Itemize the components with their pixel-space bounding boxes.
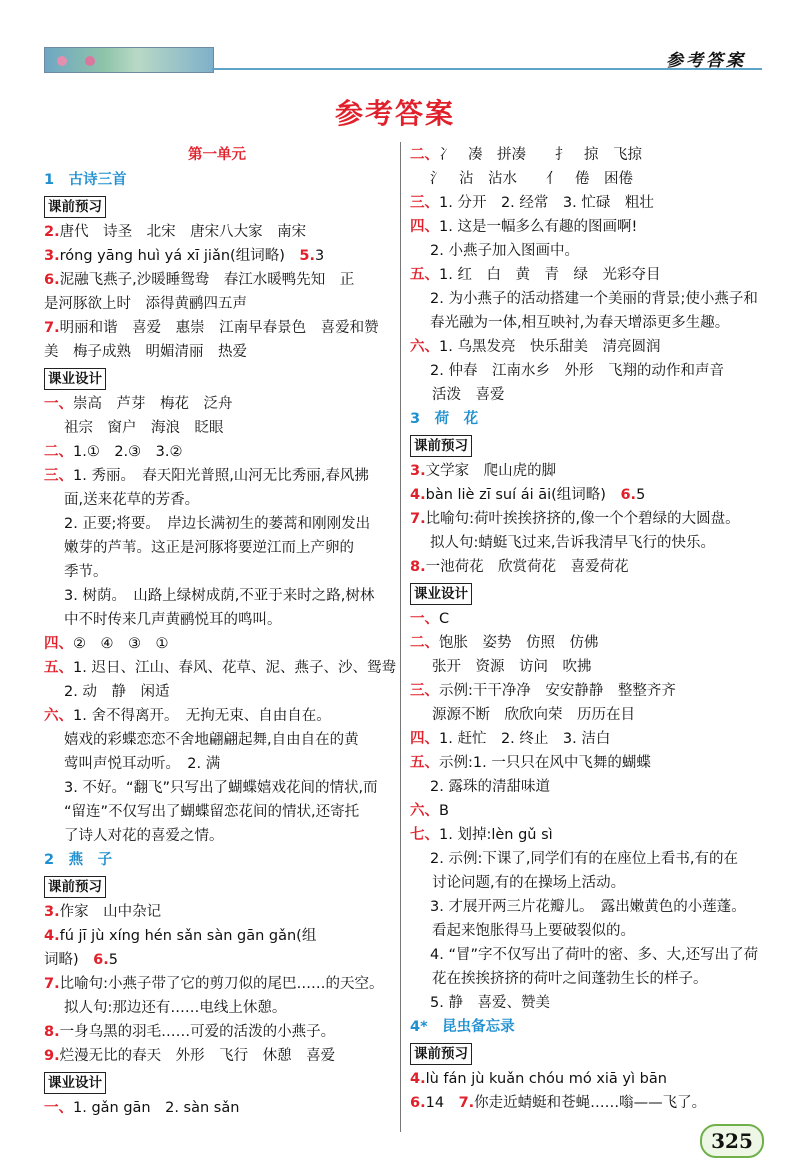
answer-text: 2. 示例:下课了,同学们有的在座位上看书,有的在 bbox=[430, 851, 739, 867]
answer-line bbox=[410, 1067, 760, 1091]
answer-line bbox=[410, 215, 760, 239]
answer-line bbox=[44, 1096, 390, 1120]
answer-line bbox=[410, 531, 760, 555]
answer-line bbox=[44, 244, 390, 268]
answer-line bbox=[410, 263, 760, 287]
question-number: 8. bbox=[44, 1024, 60, 1040]
answer-text: 2. 正要;将要。 岸边长满初生的蒌蒿和刚刚发出 bbox=[64, 516, 371, 532]
answer-text: 4. “冒”字不仅写出了荷叶的密、多、大,还写出了荷 bbox=[430, 947, 759, 963]
answer-text: 拟人句:那边还有……电线上休憩。 bbox=[64, 1000, 287, 1016]
column-divider bbox=[400, 142, 401, 1132]
question-number: 7. bbox=[44, 976, 60, 992]
answer-text: 美 梅子成熟 明媚清丽 热爱 bbox=[44, 344, 247, 360]
question-number: 9. bbox=[44, 1048, 60, 1064]
answer-line bbox=[44, 440, 390, 464]
answer-text: 季节。 bbox=[64, 564, 108, 580]
question-number: 6. bbox=[93, 952, 109, 968]
answer-text: 源源不断 欣欣向荣 历历在目 bbox=[432, 707, 635, 723]
question-number: 一、 bbox=[410, 611, 439, 627]
section-tag-preview: 课前预习 bbox=[44, 876, 106, 898]
answer-list bbox=[44, 392, 396, 848]
question-number: 4. bbox=[44, 928, 60, 944]
answer-text: lù fán jù kuǎn chóu mó xiā yì bān bbox=[425, 1071, 667, 1087]
question-number: 三、 bbox=[410, 683, 439, 699]
answer-text: 泥融飞燕子,沙暖睡鸳鸯 春江水暖鸭先知 正 bbox=[59, 272, 355, 288]
answer-text: fú jī jù xíng hén sǎn sàn gān gǎn(组 bbox=[59, 928, 317, 944]
answer-line bbox=[410, 335, 760, 359]
answer-line bbox=[44, 800, 390, 824]
answer-line bbox=[44, 996, 390, 1020]
answer-text: bàn liè zī suí ái āi(组词略) bbox=[425, 487, 606, 503]
answer-line bbox=[410, 607, 760, 631]
lotus-icon bbox=[85, 56, 95, 66]
section-tag-design: 课业设计 bbox=[44, 368, 106, 390]
answer-text: 1. 迟日、江山、春风、花草、泥、燕子、沙、鸳鸯 bbox=[73, 660, 396, 676]
answer-text: 祖宗 窗户 海浪 眨眼 bbox=[64, 420, 224, 436]
question-number: 5. bbox=[299, 248, 315, 264]
answer-line bbox=[44, 1044, 390, 1068]
question-number: 7. bbox=[410, 511, 426, 527]
answer-line bbox=[44, 656, 396, 680]
answer-text: 看起来饱胀得马上要破裂似的。 bbox=[432, 923, 635, 939]
answer-line bbox=[410, 555, 760, 579]
answer-line bbox=[44, 608, 390, 632]
answer-text: 示例:干干净净 安安静静 整整齐齐 bbox=[439, 683, 676, 699]
answer-line bbox=[44, 292, 390, 316]
answer-line bbox=[410, 287, 760, 311]
answer-text: “留连”不仅写出了蝴蝶留恋花间的情状,还寄托 bbox=[64, 804, 360, 820]
question-number: 3. bbox=[44, 248, 60, 264]
question-number: 6. bbox=[44, 272, 60, 288]
answer-text: 一池荷花 欣赏荷花 喜爱荷花 bbox=[425, 559, 629, 575]
answer-line bbox=[44, 752, 390, 776]
answer-line bbox=[44, 924, 390, 948]
question-number: 七、 bbox=[410, 827, 439, 843]
answer-text: 词略) bbox=[44, 952, 79, 968]
answer-text: 1. 乌黑发亮 快乐甜美 清亮圆润 bbox=[439, 339, 661, 355]
question-number: 二、 bbox=[410, 635, 439, 651]
answer-text: 2. 小燕子加入图画中。 bbox=[430, 243, 579, 259]
question-number: 3. bbox=[410, 463, 426, 479]
question-number: 8. bbox=[410, 559, 426, 575]
answer-line bbox=[44, 632, 390, 656]
answer-line bbox=[44, 316, 390, 340]
question-number: 7. bbox=[44, 320, 60, 336]
answer-text: 1. 赶忙 2. 终止 3. 洁白 bbox=[439, 731, 611, 747]
answer-line bbox=[410, 311, 760, 335]
section-tag-preview: 课前预习 bbox=[410, 435, 472, 457]
question-number: 四、 bbox=[44, 636, 73, 652]
answer-line bbox=[410, 631, 760, 655]
answer-line bbox=[410, 943, 760, 967]
answer-line bbox=[44, 824, 390, 848]
answer-line bbox=[410, 167, 760, 191]
answer-line bbox=[44, 680, 390, 704]
answer-line bbox=[410, 483, 760, 507]
answer-line bbox=[44, 488, 390, 512]
answer-line bbox=[44, 416, 390, 440]
answer-text: 嬉戏的彩蝶恋恋不舍地翩翩起舞,自由自在的黄 bbox=[64, 732, 359, 748]
answer-text: 唐代 诗圣 北宋 唐宋八大家 南宋 bbox=[59, 224, 307, 240]
page-title: 参考答案 bbox=[334, 97, 455, 130]
answer-line bbox=[410, 775, 760, 799]
question-number: 五、 bbox=[44, 660, 73, 676]
answer-line bbox=[410, 143, 760, 167]
answer-text: 3. 才展开两三片花瓣儿。 露出嫩黄色的小莲蓬。 bbox=[430, 899, 746, 915]
answer-text: 了诗人对花的喜爱之情。 bbox=[64, 828, 224, 844]
answer-line bbox=[410, 383, 760, 407]
answer-text: ② ④ ③ ① bbox=[73, 636, 169, 652]
answer-line bbox=[410, 679, 760, 703]
question-number: 六、 bbox=[410, 339, 439, 355]
question-number: 六、 bbox=[410, 803, 439, 819]
answer-line bbox=[410, 655, 760, 679]
answer-text: 拟人句:蜻蜓飞过来,告诉我清早飞行的快乐。 bbox=[430, 535, 715, 551]
answer-list bbox=[410, 459, 760, 579]
answer-text: B bbox=[439, 803, 449, 819]
header-label: 参考答案 bbox=[666, 51, 746, 71]
answer-list bbox=[44, 900, 390, 1068]
answer-line bbox=[44, 972, 390, 996]
answer-text: 面,送来花草的芳香。 bbox=[64, 492, 200, 508]
answer-text: 1. gǎn gān 2. sàn sǎn bbox=[73, 1100, 240, 1116]
answer-text: 一身乌黑的羽毛……可爱的活泼的小燕子。 bbox=[59, 1024, 336, 1040]
answer-line bbox=[44, 728, 390, 752]
answer-list bbox=[410, 607, 760, 1015]
unit-title: 第一单元 bbox=[188, 147, 246, 163]
answer-text: 1. 这是一幅多么有趣的图画啊! bbox=[439, 219, 638, 235]
question-number: 二、 bbox=[44, 444, 73, 460]
answer-line bbox=[410, 239, 760, 263]
answer-line bbox=[410, 751, 760, 775]
answer-text: 崇高 芦芽 梅花 泛舟 bbox=[73, 396, 233, 412]
question-number: 4. bbox=[410, 487, 426, 503]
answer-line bbox=[44, 560, 390, 584]
answer-text: 春光融为一体,相互映衬,为春天增添更多生趣。 bbox=[430, 315, 730, 331]
answer-text: 中不时传来几声黄鹂悦耳的鸣叫。 bbox=[64, 612, 282, 628]
answer-line bbox=[410, 823, 760, 847]
answer-text: 饱胀 姿势 仿照 仿佛 bbox=[439, 635, 599, 651]
answer-text: 冫 凑 拼凑 扌 掠 飞掠 bbox=[439, 147, 642, 163]
answer-line bbox=[410, 703, 760, 727]
answer-line bbox=[410, 895, 760, 919]
question-number: 6. bbox=[620, 487, 637, 503]
question-number: 一、 bbox=[44, 396, 73, 412]
answer-text: 活泼 喜爱 bbox=[432, 387, 505, 403]
answer-text: 氵 沾 沾水 亻 倦 困倦 bbox=[430, 171, 633, 187]
answer-text: 烂漫无比的春天 外形 飞行 休憩 喜爱 bbox=[59, 1048, 336, 1064]
answer-line bbox=[410, 991, 760, 1015]
answer-text: 讨论问题,有的在操场上活动。 bbox=[432, 875, 626, 891]
lesson-title: 4* 昆虫备忘录 bbox=[410, 1019, 515, 1035]
answer-line bbox=[44, 392, 390, 416]
answer-line bbox=[410, 191, 760, 215]
answer-line bbox=[410, 727, 760, 751]
answer-line bbox=[44, 464, 390, 488]
answer-text: C bbox=[439, 611, 450, 627]
lesson-title: 2 燕 子 bbox=[44, 852, 113, 868]
answer-text: 莺叫声悦耳动听。 2. 满 bbox=[64, 756, 221, 772]
question-number: 三、 bbox=[44, 468, 73, 484]
answer-text: 2. 为小燕子的活动搭建一个美丽的背景;使小燕子和 bbox=[430, 291, 758, 307]
answer-text: 文学家 爬山虎的脚 bbox=[425, 463, 557, 479]
section-tag-preview: 课前预习 bbox=[410, 1043, 472, 1065]
answer-line bbox=[44, 948, 390, 972]
question-number: 四、 bbox=[410, 219, 439, 235]
answer-text: 你走近蜻蜓和苍蝇……嗡——飞了。 bbox=[474, 1095, 707, 1111]
answer-text: 明丽和谐 喜爱 惠崇 江南早春景色 喜爱和赞 bbox=[59, 320, 379, 336]
question-number: 一、 bbox=[44, 1100, 73, 1116]
answer-text: 5 bbox=[636, 487, 646, 503]
answer-text: 14 bbox=[425, 1095, 445, 1111]
answer-text: 嫩芽的芦苇。这正是河豚将要逆江而上产卵的 bbox=[64, 540, 354, 556]
answer-line bbox=[44, 704, 390, 728]
answer-line bbox=[410, 871, 760, 895]
page-number: 325 bbox=[700, 1124, 764, 1158]
answer-text: 示例:1. 一只只在风中飞舞的蝴蝶 bbox=[439, 755, 651, 771]
left-column bbox=[44, 143, 396, 1120]
answer-text: 2. 仲春 江南水乡 外形 飞翔的动作和声音 bbox=[430, 363, 724, 379]
answer-text: 是河豚欲上时 添得黄鹂四五声 bbox=[44, 296, 247, 312]
answer-text: 1. 舍不得离开。 无拘无束、自由自在。 bbox=[73, 708, 331, 724]
answer-line bbox=[44, 340, 390, 364]
answer-text: 5. 静 喜爱、赞美 bbox=[430, 995, 550, 1011]
section-tag-design: 课业设计 bbox=[410, 583, 472, 605]
answer-text: 比喻句:荷叶挨挨挤挤的,像一个个碧绿的大圆盘。 bbox=[425, 511, 740, 527]
answer-text: 花在挨挨挤挤的荷叶之间蓬勃生长的样子。 bbox=[432, 971, 708, 987]
lesson-title: 3 荷 花 bbox=[410, 411, 479, 427]
right-column bbox=[410, 143, 760, 1115]
question-number: 二、 bbox=[410, 147, 439, 163]
question-number: 四、 bbox=[410, 731, 439, 747]
answer-line bbox=[410, 1091, 760, 1115]
answer-line bbox=[44, 268, 390, 292]
answer-line bbox=[44, 776, 390, 800]
answer-list bbox=[44, 220, 390, 364]
answer-text: 2. 露珠的清甜味道 bbox=[430, 779, 550, 795]
answer-text: 作家 山中杂记 bbox=[59, 904, 162, 920]
question-number: 五、 bbox=[410, 267, 439, 283]
section-tag-design: 课业设计 bbox=[44, 1072, 106, 1094]
answer-text: 1.① 2.③ 3.② bbox=[73, 444, 183, 460]
answer-list bbox=[410, 1067, 760, 1115]
answer-line bbox=[410, 919, 760, 943]
answer-line bbox=[44, 536, 390, 560]
answer-line bbox=[410, 967, 760, 991]
answer-text: róng yāng huì yá xī jiǎn(组词略) bbox=[59, 248, 285, 264]
question-number: 三、 bbox=[410, 195, 439, 211]
answer-line bbox=[410, 847, 760, 871]
answer-text: 5 bbox=[108, 952, 119, 968]
lesson-title: 1 古诗三首 bbox=[44, 172, 127, 188]
answer-line bbox=[410, 507, 760, 531]
answer-line bbox=[410, 459, 760, 483]
question-number: 6. bbox=[410, 1095, 426, 1111]
answer-list bbox=[44, 1096, 390, 1120]
answer-text: 1. 分开 2. 经常 3. 忙碌 粗壮 bbox=[439, 195, 654, 211]
section-tag-preview: 课前预习 bbox=[44, 196, 106, 218]
answer-line bbox=[410, 799, 760, 823]
answer-line bbox=[44, 512, 390, 536]
question-number: 4. bbox=[410, 1071, 426, 1087]
lotus-icon bbox=[57, 56, 67, 66]
answer-text: 1. 红 白 黄 青 绿 光彩夺目 bbox=[439, 267, 661, 283]
question-number: 7. bbox=[458, 1095, 475, 1111]
answer-line bbox=[44, 900, 390, 924]
answer-line bbox=[410, 359, 760, 383]
answer-text: 1. 秀丽。 春天阳光普照,山河无比秀丽,春风拂 bbox=[73, 468, 369, 484]
answer-text: 3 bbox=[314, 248, 325, 264]
question-number: 五、 bbox=[410, 755, 439, 771]
question-number: 2. bbox=[44, 224, 60, 240]
answer-text: 比喻句:小燕子带了它的剪刀似的尾巴……的天空。 bbox=[59, 976, 384, 992]
answer-text: 1. 划掉:lèn gǔ sì bbox=[439, 827, 553, 843]
answer-text: 3. 树荫。 山路上绿树成荫,不亚于来时之路,树林 bbox=[64, 588, 375, 604]
answer-text: 张开 资源 访问 吹拂 bbox=[432, 659, 592, 675]
question-number: 六、 bbox=[44, 708, 73, 724]
answer-line bbox=[44, 584, 390, 608]
answer-text: 2. 动 静 闲适 bbox=[64, 684, 170, 700]
answer-text: 3. 不好。“翻飞”只写出了蝴蝶嬉戏花间的情状,而 bbox=[64, 780, 378, 796]
answer-line bbox=[44, 220, 390, 244]
answer-line bbox=[44, 1020, 390, 1044]
answer-list bbox=[410, 143, 760, 407]
header-banner-image bbox=[44, 47, 214, 73]
question-number: 3. bbox=[44, 904, 60, 920]
